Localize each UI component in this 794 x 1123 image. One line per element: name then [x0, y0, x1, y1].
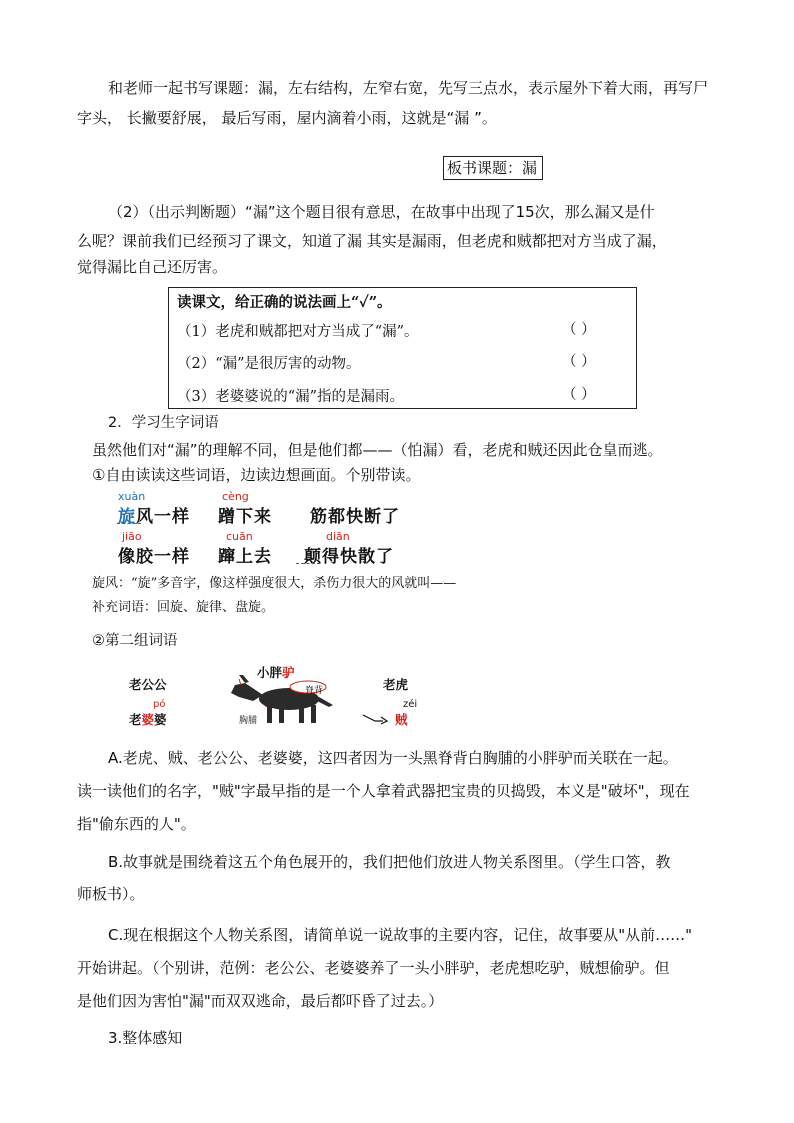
answer-blank-1[interactable]: （ ） [562, 322, 596, 338]
note-xuanfeng: 旋风：“旋”多音字，像这样强度很大，杀伤力很大的风就叫—— [92, 576, 457, 591]
pinyin-dian: diān [326, 530, 350, 543]
board-title-box [443, 156, 543, 180]
underline-xuan [117, 523, 141, 524]
group-2-heading: ②第二组词语 [92, 633, 178, 649]
intro-line-2: 字头， 长撇要舒展， 最后写雨，屋内滴着小雨，这就是“漏 ”。 [77, 109, 497, 127]
word-cuanshangqu: 蹿上去 [218, 547, 272, 567]
para-a-line-2: 读一读他们的名字，"贼"字最早指的是一个人拿着武器把宝贵的贝捣毁，本义是"破坏"，现在 [77, 782, 690, 800]
task-item-1: （1）老虎和贼都把对方当成了“漏”。 [177, 324, 419, 340]
word-jinkuaiduan: 筋都快断了 [310, 507, 400, 527]
judgement-task-box [168, 287, 637, 409]
pinyin-zei: zéi [403, 699, 418, 710]
label-laogonggong: 老公公 [129, 677, 167, 692]
q2-line-3: 觉得漏比自己还厉害。 [77, 258, 228, 276]
pinyin-cuan: cuān [226, 530, 253, 543]
label-xiaopanglv: 小胖驴 [257, 665, 295, 680]
para-b-line-1: B.故事就是围绕着这五个角色展开的，我们把他们放进人物关系图里。（学生口答，教 [108, 853, 671, 871]
section-3-heading: 3.整体感知 [108, 1029, 183, 1047]
label-laohu: 老虎 [383, 677, 409, 692]
word-diankuaisan: 颠得快散了 [304, 547, 394, 567]
task-heading: 读课文，给正确的说法画上“✓”。 [177, 294, 392, 311]
arrow-icon [361, 711, 395, 727]
label-zei: 贼 [395, 712, 408, 727]
para-c-line-2: 开始讲起。（个别讲，范例：老公公、老婆婆养了一头小胖驴，老虎想吃驴，贼想偷驴。但 [77, 959, 670, 977]
label-laopopo: 老婆婆 [129, 712, 167, 727]
answer-blank-3[interactable]: （ ） [562, 387, 596, 403]
label-jibei: 脊背 [305, 686, 324, 696]
intro-line-1: 和老师一起书写课题：漏，左右结构，左窄右宽，先写三点水，表示屋外下着大雨，再写尸 [108, 79, 709, 97]
pinyin-po: pó [153, 699, 166, 710]
para-b-line-2: 师板书）。 [77, 885, 145, 903]
task-item-2: （2）“漏”是很厉害的动物。 [177, 356, 361, 372]
word-cengxialai: 蹭下来 [218, 507, 272, 527]
section-2-line-2: ①自由读读这些词语，边读边想画面。个别带读。 [92, 466, 421, 484]
para-a-line-1: A.老虎、贼、老公公、老婆婆，这四者因为一头黑脊背白胸脯的小胖驴而关联在一起。 [108, 749, 678, 767]
para-a-line-3: 指"偷东西的人"。 [77, 815, 196, 833]
character-figure [115, 655, 455, 730]
answer-blank-2[interactable]: （ ） [562, 354, 596, 370]
board-title: 板书课题：漏 [447, 159, 538, 177]
pinyin-ceng: cèng [222, 490, 249, 503]
para-c-line-3: 是他们因为害怕"漏"而双双逃命，最后都吓昏了过去。） [77, 992, 444, 1010]
word-xuanfeng-rest: 风一样 [136, 507, 190, 527]
section-2-heading: 2．学习生字词语 [108, 415, 219, 431]
underline-dian [296, 563, 320, 564]
word-xiangjiao: 像胶一样 [118, 547, 190, 567]
para-c-line-1: C.现在根据这个人物关系图，请简单说一说故事的主要内容，记住，故事要从"从前……" [108, 926, 693, 944]
section-2-line-1: 虽然他们对“漏”的理解不同，但是他们都——（怕漏）看，老虎和贼还因此仓皇而逃。 [92, 441, 663, 459]
q2-line-1: （2）（出示判断题）“漏”这个题目很有意思，在故事中出现了15次，那么漏又是什 [108, 203, 655, 221]
label-xiongpu: 胸脯 [239, 716, 258, 726]
pinyin-jiao: jiāo [122, 530, 142, 543]
q2-line-2: 么呢？课前我们已经预习了课文，知道了漏 其实是漏雨，但老虎和贼都把对方当成了漏， [77, 232, 667, 250]
task-item-3: （3）老婆婆说的“漏”指的是漏雨。 [177, 389, 405, 405]
note-supplement: 补充词语：回旋、旋律、盘旋。 [92, 600, 275, 615]
word-xuanfeng-first: 旋 [118, 507, 136, 527]
pinyin-xuan: xuàn [118, 490, 146, 503]
